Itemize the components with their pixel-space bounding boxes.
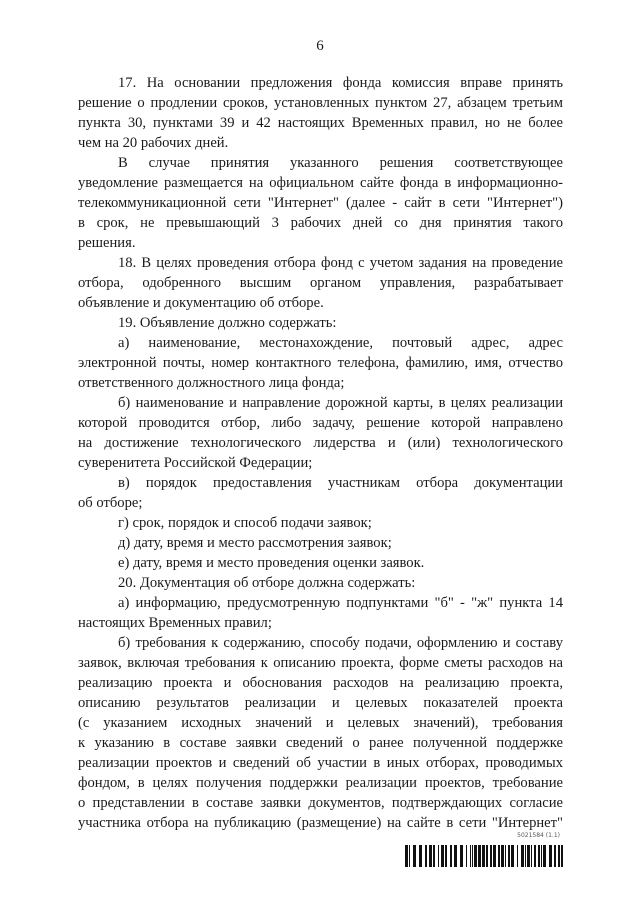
barcode-bar [478, 845, 481, 867]
text-line: телекоммуникационной сети "Интернет" (далее - сайт в сети "Интернет") [78, 195, 563, 211]
text-line: ответственного должностного лица фонда; [78, 375, 345, 391]
text-line: которой проводится отбор, либо задачу, решение которой направлено [78, 415, 563, 431]
barcode-bar [482, 845, 485, 867]
barcode-bar [441, 845, 444, 867]
text-line: 20. Документация об отборе должна содержать: [118, 575, 416, 591]
text-line: а) информацию, предусмотренную подпунктами "б" - "ж" пункта 14 [118, 595, 563, 611]
barcode-bar [466, 845, 467, 867]
barcode-bar [470, 845, 471, 867]
document-body [78, 73, 563, 833]
barcode-bar [511, 845, 514, 867]
text-line: 18. В целях проведения отбора фонд с учетом задания на проведение [118, 255, 563, 271]
barcode-bar [472, 845, 473, 867]
text-line: решение о продлении сроков, установленных пунктом 27, абзацем третьим [78, 95, 563, 111]
barcode-bar [558, 845, 560, 867]
text-line: на достижение технологического лидерства и (или) технологического [78, 435, 563, 451]
text-line: объявление и документацию об отборе. [78, 295, 324, 311]
barcode-bar [538, 845, 540, 867]
barcode-bar [486, 845, 488, 867]
paragraph-18 [78, 253, 563, 313]
barcode-bar [433, 845, 435, 867]
item-20-a [78, 593, 563, 633]
barcode-bar [429, 845, 432, 867]
item-19-e [78, 553, 563, 573]
text-line: настоящих Временных правил; [78, 615, 272, 631]
text-line: В случае принятия указанного решения соответствующее [118, 155, 563, 171]
barcode [405, 845, 563, 867]
barcode-bar [493, 845, 496, 867]
text-line: решения. [78, 235, 136, 251]
barcode-bar [561, 845, 563, 867]
text-line: к указанию в составе заявки сведений о ранее полученной поддержке [78, 735, 563, 751]
text-line: об отборе; [78, 495, 143, 511]
item-20-b [78, 633, 563, 833]
barcode-bar [517, 845, 518, 867]
item-19-b [78, 393, 563, 473]
barcode-bar [527, 845, 530, 867]
barcode-bar [490, 845, 492, 867]
text-line: (с указанием исходных значений и целевых значений), требования [78, 715, 563, 731]
barcode-number: 5021584 (1.1) [517, 832, 560, 839]
barcode-bar [474, 845, 477, 867]
text-line: б) требования к содержанию, способу подачи, оформлению и составу [118, 635, 563, 651]
text-line: д) дату, время и место рассмотрения заявок; [118, 535, 392, 551]
barcode-bar [413, 845, 416, 867]
barcode-bar [498, 845, 500, 867]
paragraph-17 [78, 73, 563, 153]
text-line: б) наименование и направление дорожной карты, в целях реализации [118, 395, 563, 411]
barcode-bar [454, 845, 457, 867]
text-line: 17. На основании предложения фонда комиссия вправе принять [118, 75, 563, 91]
text-line: реализацию проекта и обоснования расходов на реализацию проекта, [78, 675, 563, 691]
text-line: электронной почты, номер контактного телефона, фамилию, имя, отчество [78, 355, 563, 371]
barcode-bar [531, 845, 532, 867]
barcode-bar [425, 845, 427, 867]
text-line: фондом, в целях получения поддержки реализации проектов, требование [78, 775, 563, 791]
barcode-bar [554, 845, 556, 867]
paragraph-19 [78, 313, 563, 333]
text-line: е) дату, время и место проведения оценки заявок. [118, 555, 425, 571]
text-line: описанию результатов реализации и целевых показателей проекта [78, 695, 563, 711]
paragraph-20 [78, 573, 563, 593]
barcode-bar [419, 845, 422, 867]
barcode-bar [460, 845, 463, 867]
item-19-v [78, 473, 563, 513]
barcode-bar [405, 845, 408, 867]
item-19-a [78, 333, 563, 393]
text-line: чем на 20 рабочих дней. [78, 135, 229, 151]
barcode-bar [549, 845, 552, 867]
text-line: участника отбора на публикацию (размещение) на сайте в сети "Интернет" [78, 815, 563, 831]
barcode-bar [409, 845, 410, 867]
barcode-bar [445, 845, 447, 867]
barcode-bar [525, 845, 526, 867]
barcode-bar [541, 845, 542, 867]
barcode-bar [505, 845, 506, 867]
barcode-bar [521, 845, 524, 867]
text-line: г) срок, порядок и способ подачи заявок; [118, 515, 372, 531]
item-19-d [78, 533, 563, 553]
page-number: 6 [316, 38, 324, 54]
barcode-bar [438, 845, 439, 867]
paragraph-17-continued [78, 153, 563, 253]
text-line: о представлении в составе заявки документов, подтверждающих согласие [78, 795, 563, 811]
barcode-bar [501, 845, 504, 867]
text-line: в срок, не превышающий 3 рабочих дней со дня принятия такого [78, 215, 563, 231]
barcode-bar [543, 845, 546, 867]
text-line: суверенитета Российской Федерации; [78, 455, 313, 471]
text-line: заявок, включая требования к описанию проекта, форме сметы расходов на [78, 655, 563, 671]
barcode-bar [534, 845, 536, 867]
barcode-bar [508, 845, 510, 867]
text-line: реализации проектов и сведений об участии в иных отборах, проводимых [78, 755, 563, 771]
text-line: 19. Объявление должно содержать: [118, 315, 337, 331]
text-line: отбора, одобренного высшим органом управления, разрабатывает [78, 275, 563, 291]
text-line: уведомление размещается на официальном сайте фонда в информационно- [78, 175, 563, 191]
text-line: в) порядок предоставления участникам отбора документации [118, 475, 563, 491]
text-line: а) наименование, местонахождение, почтовый адрес, адрес [118, 335, 563, 351]
item-19-g [78, 513, 563, 533]
barcode-bar [450, 845, 452, 867]
text-line: пункта 30, пунктами 39 и 42 настоящих Временных правил, но не более [78, 115, 563, 131]
